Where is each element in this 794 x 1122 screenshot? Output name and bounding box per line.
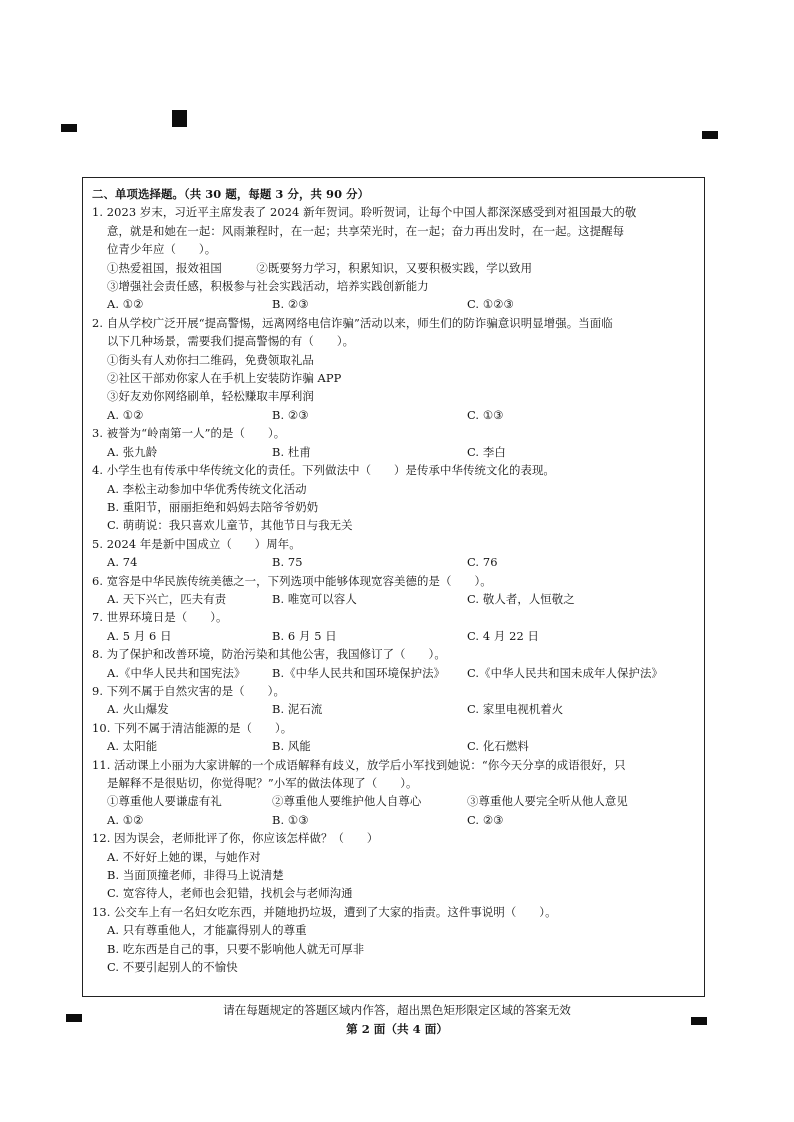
option-c: C. ①③ — [467, 407, 504, 422]
option-a: A. 不好好上她的课，与她作对 — [107, 849, 261, 864]
option-c: C. ②③ — [467, 812, 504, 827]
option-c: C. 宽容待人，老师也会犯错，找机会与老师沟通 — [107, 886, 353, 901]
option-c: C. 4 月 22 日 — [467, 628, 540, 643]
option-a: A. 只有尊重他人，才能赢得别人的尊重 — [107, 923, 307, 938]
option-c: C. ①②③ — [467, 297, 514, 312]
question-9 — [92, 682, 698, 719]
option-b: B. 6 月 5 日 — [272, 628, 337, 643]
option-b: B. 唯宽可以容人 — [272, 591, 357, 606]
question-text: 5. 2024 年是新中国成立（ ）周年。 — [92, 536, 301, 551]
option-a: A. ①② — [107, 297, 144, 312]
question-text: 6. 宽容是中华民族传统美德之一，下列选项中能够体现宽容美德的是（ ）。 — [92, 573, 492, 588]
statement-item: ①街头有人劝你扫二维码，免费领取礼品 — [107, 352, 314, 367]
question-4 — [92, 461, 698, 535]
statement-item: ①热爱祖国，报效祖国 ②既要努力学习，积累知识，又要积极实践，学以致用 — [107, 260, 533, 275]
option-c: C.《中华人民共和国未成年人保护法》 — [467, 665, 663, 680]
option-c: C. 李白 — [467, 444, 506, 459]
registration-mark-top-center — [172, 110, 187, 127]
option-a: A.《中华人民共和国宪法》 — [107, 665, 246, 680]
question-text: 3. 被誉为“岭南第一人”的是（ ）。 — [92, 426, 286, 441]
question-text: 是解释不是很贴切，你觉得呢？”小军的做法体现了（ ）。 — [107, 776, 418, 790]
section-title: 二、单项选择题。（共 30 题，每题 3 分，共 90 分） — [92, 187, 370, 201]
option-b: B.《中华人民共和国环境保护法》 — [272, 665, 446, 680]
option-a: A. 火山爆发 — [107, 702, 169, 717]
question-12 — [92, 829, 698, 903]
option-b: B. 风能 — [272, 739, 311, 754]
option-a: A. ①② — [107, 407, 144, 422]
options-row — [92, 627, 698, 645]
options-row — [92, 443, 698, 461]
registration-mark-top-right — [702, 131, 718, 139]
options-row — [92, 590, 698, 608]
statement-item: ③好友劝你网络刷单，轻松赚取丰厚利润 — [107, 389, 314, 404]
option-a: A. 74 — [107, 555, 138, 570]
question-10 — [92, 719, 698, 756]
question-13 — [92, 903, 698, 977]
option-a: A. 太阳能 — [107, 739, 158, 754]
option-a: A. 天下兴亡，匹夫有责 — [107, 591, 227, 606]
options-row — [92, 406, 698, 424]
options-row — [92, 295, 698, 313]
option-a: A. 李松主动参加中华优秀传统文化活动 — [107, 481, 307, 496]
statement-row — [92, 792, 698, 810]
question-text: 9. 下列不属于自然灾害的是（ ）。 — [92, 683, 285, 698]
question-text: 以下几种场景，需要我们提高警惕的有（ ）。 — [107, 334, 355, 349]
question-text: 11. 活动课上小丽为大家讲解的一个成语解释有歧义，放学后小军找到她说：“你今天分享的成语很好，只 — [92, 757, 626, 772]
question-text: 意，就是和她在一起：风雨兼程时，在一起；共享荣光时，在一起；奋力再出发时，在一起。这提醒每 — [107, 223, 625, 238]
options-row — [92, 700, 698, 718]
question-5 — [92, 535, 698, 572]
option-c: C. 化石燃料 — [467, 739, 529, 754]
answer-area-notice: 请在每题规定的答题区域内作答，超出黑色矩形限定区域的答案无效 — [223, 1003, 571, 1017]
question-text: 12. 因为误会，老师批评了你，你应该怎样做？（ ） — [92, 831, 379, 846]
option-b: B. ②③ — [272, 407, 309, 422]
question-6 — [92, 572, 698, 609]
statement-item: ③尊重他人要完全听从他人意见 — [467, 794, 628, 809]
question-text: 位青少年应（ ）。 — [107, 242, 217, 257]
option-b: B. ②③ — [272, 297, 309, 312]
statement-item: ②社区干部劝你家人在手机上安装防诈骗 APP — [107, 371, 342, 386]
question-text: 13. 公交车上有一名妇女吃东西，并随地扔垃圾，遭到了大家的指责。这件事说明（ ）。 — [92, 904, 557, 919]
statement-item: ①尊重他人要谦虚有礼 — [107, 794, 222, 809]
option-b: B. 当面顶撞老师，非得马上说清楚 — [107, 868, 284, 883]
statement-item: ③增强社会责任感，积极参与社会实践活动，培养实践创新能力 — [107, 279, 429, 294]
question-text: 7. 世界环境日是（ ）。 — [92, 610, 228, 625]
question-text: 1. 2023 岁末，习近平主席发表了 2024 新年贺词。聆听贺词，让每个中国人都深深感受到对祖国最大的敬 — [92, 205, 637, 220]
question-3 — [92, 424, 698, 461]
question-text: 8. 为了保护和改善环境，防治污染和其他公害，我国修订了（ ）。 — [92, 647, 446, 662]
question-text: 4. 小学生也有传承中华传统文化的责任。下列做法中（ ）是传承中华传统文化的表现。 — [92, 463, 555, 478]
options-row — [92, 664, 698, 682]
option-c: C. 萌萌说：我只喜欢儿童节，其他节日与我无关 — [107, 518, 353, 533]
page-number: 第 2 面（共 4 面） — [346, 1022, 448, 1036]
exam-content — [92, 185, 698, 976]
option-b: B. 75 — [272, 555, 303, 570]
option-a: A. 张九龄 — [107, 444, 158, 459]
option-b: B. 重阳节，丽丽拒绝和妈妈去陪爷爷奶奶 — [107, 499, 319, 514]
option-b: B. 泥石流 — [272, 702, 323, 717]
options-row — [92, 553, 698, 571]
question-8 — [92, 645, 698, 682]
registration-mark-top-left — [61, 124, 77, 132]
question-2 — [92, 314, 698, 424]
question-7 — [92, 608, 698, 645]
option-c: C. 敬人者，人恒敬之 — [467, 591, 575, 606]
options-row — [92, 811, 698, 829]
statement-item: ②尊重他人要维护他人自尊心 — [272, 794, 422, 809]
option-b: B. ①③ — [272, 812, 309, 827]
option-c: C. 家里电视机着火 — [467, 702, 564, 717]
option-b: B. 杜甫 — [272, 444, 311, 459]
question-11 — [92, 756, 698, 830]
option-b: B. 吃东西是自己的事，只要不影响他人就无可厚非 — [107, 941, 365, 956]
option-c: C. 76 — [467, 555, 498, 570]
question-text: 10. 下列不属于清洁能源的是（ ）。 — [92, 720, 293, 735]
options-row — [92, 737, 698, 755]
option-a: A. 5 月 6 日 — [107, 628, 172, 643]
question-1 — [92, 203, 698, 313]
option-c: C. 不要引起别人的不愉快 — [107, 960, 238, 975]
question-text: 2. 自从学校广泛开展“提高警惕，远离网络电信诈骗”活动以来，师生们的防诈骗意识明显增强。当面临 — [92, 315, 613, 330]
option-a: A. ①② — [107, 812, 144, 827]
